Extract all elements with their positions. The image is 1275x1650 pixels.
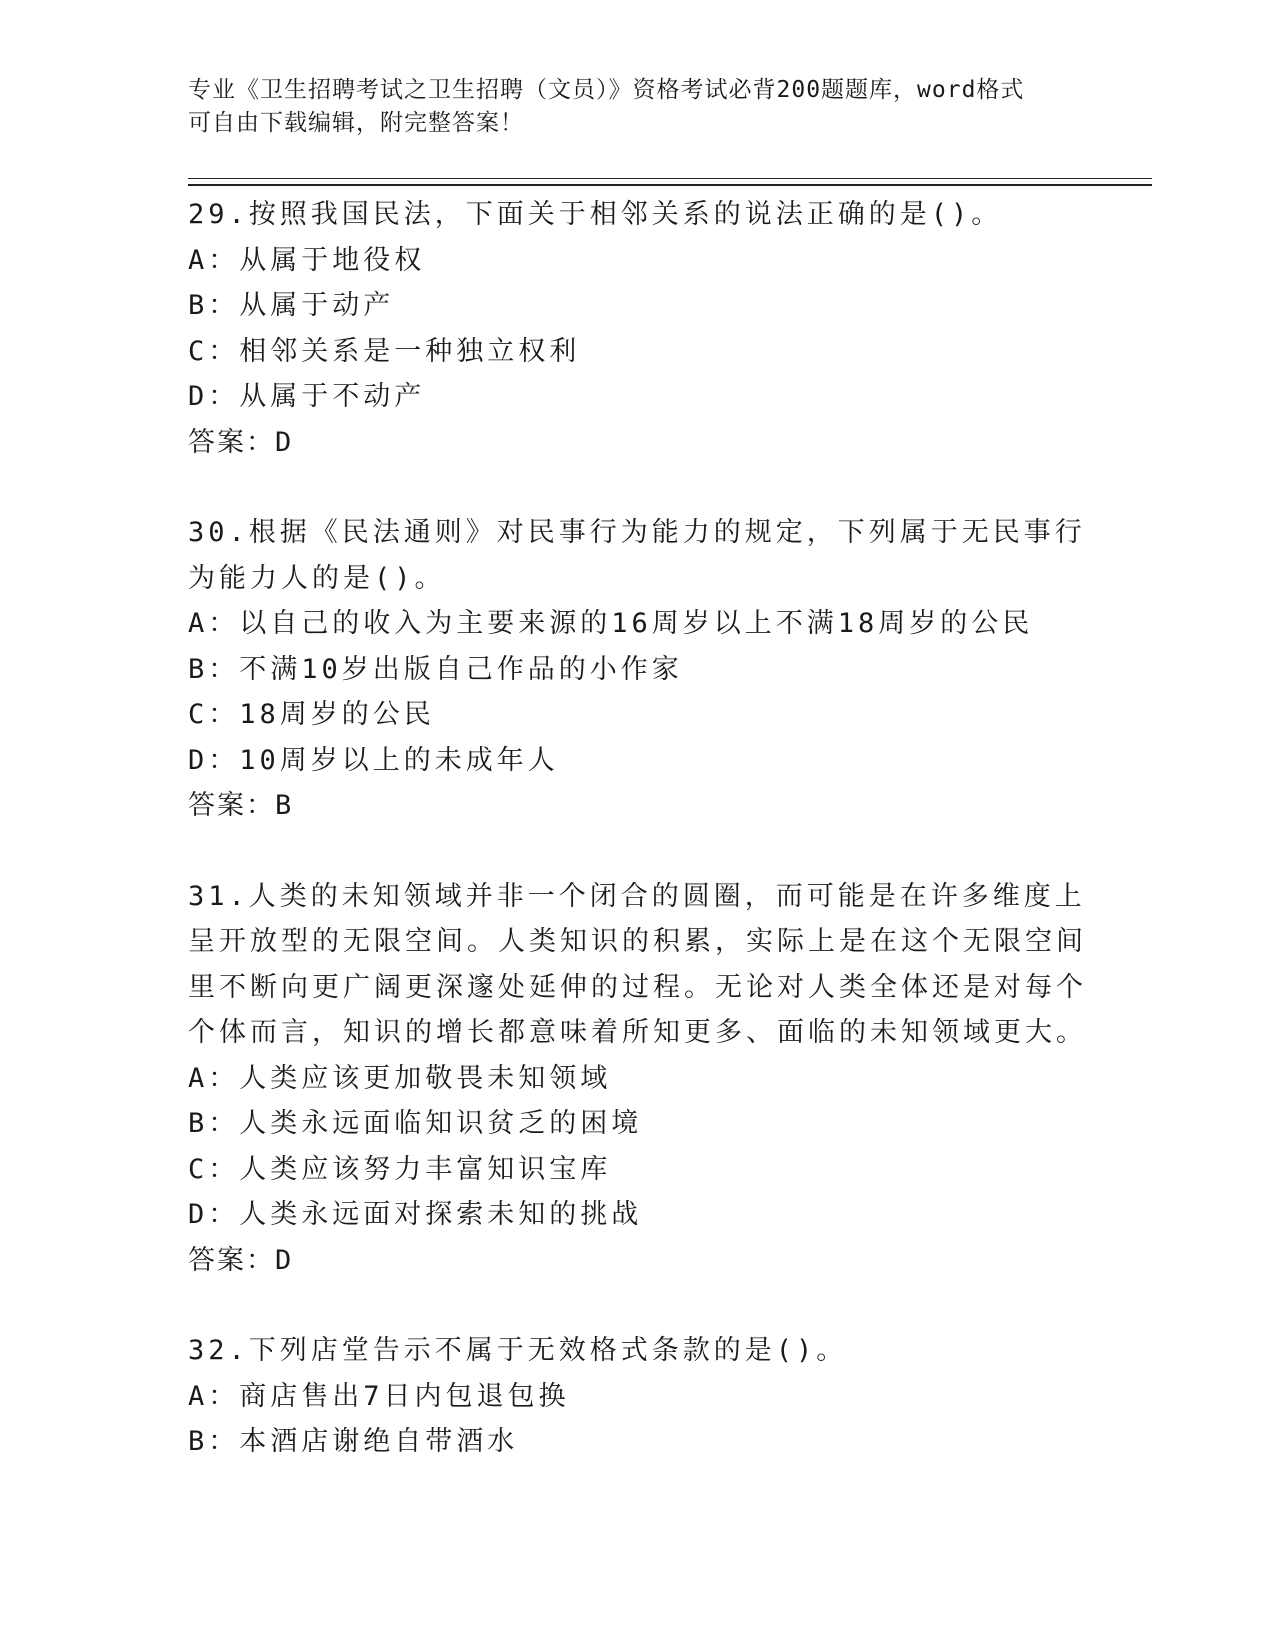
header-title-line2: 可自由下载编辑，附完整答案！	[188, 110, 524, 136]
answer-value: D	[275, 426, 293, 458]
option-a: A：人类应该更加敬畏未知领域	[188, 1062, 612, 1094]
header-divider-thin	[188, 178, 1152, 179]
question-text: 31.人类的未知领域并非一个闭合的圆圈，而可能是在许多维度上呈开放型的无限空间。人类知识的积累，实际上是在这个无限空间里不断向更广阔更深邃处延伸的过程。无论对人类全体还是对每个个体而言，知识的增长都意味着所知更多、面临的未知领域更大。	[188, 880, 1087, 1048]
answer-value: D	[275, 1244, 293, 1276]
question-32	[188, 1328, 1088, 1465]
question-30	[188, 510, 1088, 829]
option-d: D：10周岁以上的未成年人	[188, 744, 559, 776]
answer-line	[188, 1238, 1088, 1284]
answer-line	[188, 420, 1088, 466]
option-d: D：从属于不动产	[188, 381, 426, 412]
document-header	[188, 74, 1068, 140]
option-a: A：商店售出7日内包退包换	[188, 1380, 570, 1412]
answer-label: 答案：	[188, 790, 275, 821]
option-c: C：18周岁的公民	[188, 699, 435, 730]
header-title-line1: 专业《卫生招聘考试之卫生招聘（文员）》资格考试必背200题题库，word格式	[188, 77, 1025, 103]
answer-label: 答案：	[188, 426, 275, 458]
answer-label: 答案：	[188, 1244, 275, 1276]
option-a: A：从属于地役权	[188, 244, 426, 276]
question-text: 30.根据《民法通则》对民事行为能力的规定，下列属于无民事行为能力人的是()。	[188, 517, 1086, 594]
option-b: B：人类永远面临知识贫乏的困境	[188, 1108, 643, 1139]
answer-value: B	[275, 790, 293, 821]
answer-line	[188, 783, 1088, 829]
option-b: B：本酒店谢绝自带酒水	[188, 1426, 519, 1457]
option-c: C：人类应该努力丰富知识宝库	[188, 1153, 612, 1185]
option-c: C：相邻关系是一种独立权利	[188, 335, 581, 367]
question-text: 32.下列店堂告示不属于无效格式条款的是()。	[188, 1335, 848, 1366]
question-29	[188, 192, 1088, 465]
option-d: D：人类永远面对探索未知的挑战	[188, 1199, 643, 1230]
option-a: A：以自己的收入为主要来源的16周岁以上不满18周岁的公民	[188, 608, 1034, 639]
header-divider-thick	[188, 184, 1152, 186]
question-list	[188, 192, 1088, 1510]
question-31	[188, 874, 1088, 1284]
option-b: B：不满10岁出版自己作品的小作家	[188, 653, 683, 685]
question-text: 29.按照我国民法，下面关于相邻关系的说法正确的是()。	[188, 199, 1003, 230]
option-b: B：从属于动产	[188, 290, 395, 321]
